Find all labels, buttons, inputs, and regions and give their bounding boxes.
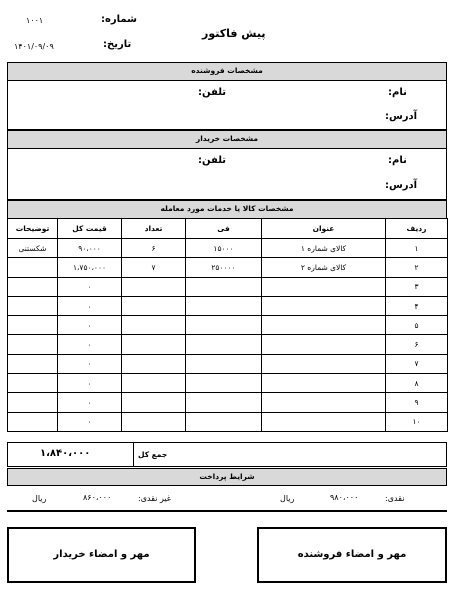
cell-total: ۰ (58, 296, 122, 315)
cell-quantity (122, 393, 186, 412)
cell-notes (8, 316, 58, 335)
cell-unit-price (186, 316, 262, 335)
cell-row-number: ۴ (386, 296, 448, 315)
buyer-info-box (7, 148, 447, 200)
number-label: شماره: (101, 14, 137, 25)
noncash-value: ۸۶۰،۰۰۰ (83, 493, 112, 502)
buyer-address-label: آدرس: (385, 180, 418, 191)
cell-unit-price (186, 335, 262, 354)
cell-notes (8, 296, 58, 315)
seller-info-box (7, 80, 447, 130)
page-title: پیش فاکتور (202, 27, 266, 40)
cell-notes (8, 335, 58, 354)
cell-row-number: ۹ (386, 393, 448, 412)
cell-title (262, 296, 386, 315)
cell-quantity: ۷ (122, 258, 186, 277)
sum-value: ۱،۸۴۰،۰۰۰ (40, 448, 91, 459)
table-row (8, 354, 448, 373)
cell-unit-price (186, 412, 262, 431)
sum-label-box (133, 442, 447, 467)
cell-quantity (122, 354, 186, 373)
date-label: تاریخ: (103, 39, 132, 50)
cell-notes (8, 258, 58, 277)
col-header-unit-price: فی (186, 219, 262, 239)
seller-signature-box: مهر و امضاء فروشنده (257, 527, 447, 583)
cell-row-number: ۵ (386, 316, 448, 335)
cell-quantity (122, 296, 186, 315)
cell-unit-price (186, 393, 262, 412)
cell-unit-price: ۲۵۰۰۰۰ (186, 258, 262, 277)
cell-quantity (122, 335, 186, 354)
seller-phone-label: تلفن: (198, 87, 227, 98)
cell-total: ۰ (58, 393, 122, 412)
cell-quantity (122, 316, 186, 335)
cell-row-number: ۲ (386, 258, 448, 277)
cell-unit-price (186, 296, 262, 315)
cell-total: ۰ (58, 335, 122, 354)
cell-notes: شکستنی (8, 239, 58, 258)
cell-title (262, 316, 386, 335)
cell-title (262, 374, 386, 393)
table-row (8, 412, 448, 431)
sum-label: جمع کل (138, 450, 168, 459)
items-section-header: مشخصات کالا یا خدمات مورد معامله (7, 200, 447, 219)
items-table (7, 218, 448, 432)
cell-quantity (122, 277, 186, 296)
divider (7, 510, 447, 512)
buyer-signature-box: مهر و امضاء خریدار (7, 527, 196, 583)
cell-quantity (122, 374, 186, 393)
cell-total: ۱،۷۵۰،۰۰۰ (58, 258, 122, 277)
noncash-label: غیر نقدی: (138, 494, 171, 503)
cell-title (262, 277, 386, 296)
items-header-row (8, 219, 448, 239)
cell-notes (8, 277, 58, 296)
table-row (8, 393, 448, 412)
number-value: ۱۰۰۱ (26, 16, 44, 25)
table-row (8, 277, 448, 296)
seller-name-label: نام: (388, 87, 407, 98)
col-header-total: قیمت کل (58, 219, 122, 239)
cell-notes (8, 374, 58, 393)
table-row (8, 316, 448, 335)
table-row (8, 296, 448, 315)
cell-unit-price (186, 374, 262, 393)
cell-title (262, 412, 386, 431)
seller-section-header: مشخصات فروشنده (7, 62, 447, 81)
cash-label: نقدی: (385, 494, 405, 503)
col-header-title: عنوان (262, 219, 386, 239)
cell-total: ۰ (58, 374, 122, 393)
cell-row-number: ۱ (386, 239, 448, 258)
cell-total: ۰ (58, 354, 122, 373)
table-row (8, 374, 448, 393)
cell-row-number: ۳ (386, 277, 448, 296)
cell-title (262, 393, 386, 412)
date-value: ۱۴۰۱/۰۹/۰۹ (14, 42, 54, 51)
cell-total: ۰ (58, 316, 122, 335)
cell-row-number: ۶ (386, 335, 448, 354)
buyer-phone-label: تلفن: (198, 155, 227, 166)
cell-notes (8, 412, 58, 431)
col-header-quantity: تعداد (122, 219, 186, 239)
cell-total: ۹۰،۰۰۰ (58, 239, 122, 258)
cell-unit-price: ۱۵۰۰۰ (186, 239, 262, 258)
cell-row-number: ۷ (386, 354, 448, 373)
cell-quantity: ۶ (122, 239, 186, 258)
noncash-unit: ریال (32, 494, 47, 503)
table-row (8, 335, 448, 354)
buyer-section-header: مشخصات خریدار (7, 130, 447, 149)
cell-total: ۰ (58, 277, 122, 296)
payment-section-header: شرایط پرداخت (7, 468, 447, 486)
col-header-notes: توضیحات (8, 219, 58, 239)
table-row (8, 258, 448, 277)
col-header-row-number: ردیف (386, 219, 448, 239)
cell-title (262, 354, 386, 373)
cell-notes (8, 393, 58, 412)
cell-quantity (122, 412, 186, 431)
seller-address-label: آدرس: (385, 111, 418, 122)
cell-title (262, 335, 386, 354)
cash-value: ۹۸۰،۰۰۰ (330, 493, 359, 502)
cell-unit-price (186, 277, 262, 296)
cell-title: کالای شماره ۱ (262, 239, 386, 258)
cell-notes (8, 354, 58, 373)
cash-unit: ریال (280, 494, 295, 503)
buyer-name-label: نام: (388, 155, 407, 166)
cell-unit-price (186, 354, 262, 373)
cell-row-number: ۸ (386, 374, 448, 393)
table-row (8, 239, 448, 258)
cell-title: کالای شماره ۲ (262, 258, 386, 277)
cell-total: ۰ (58, 412, 122, 431)
cell-row-number: ۱۰ (386, 412, 448, 431)
